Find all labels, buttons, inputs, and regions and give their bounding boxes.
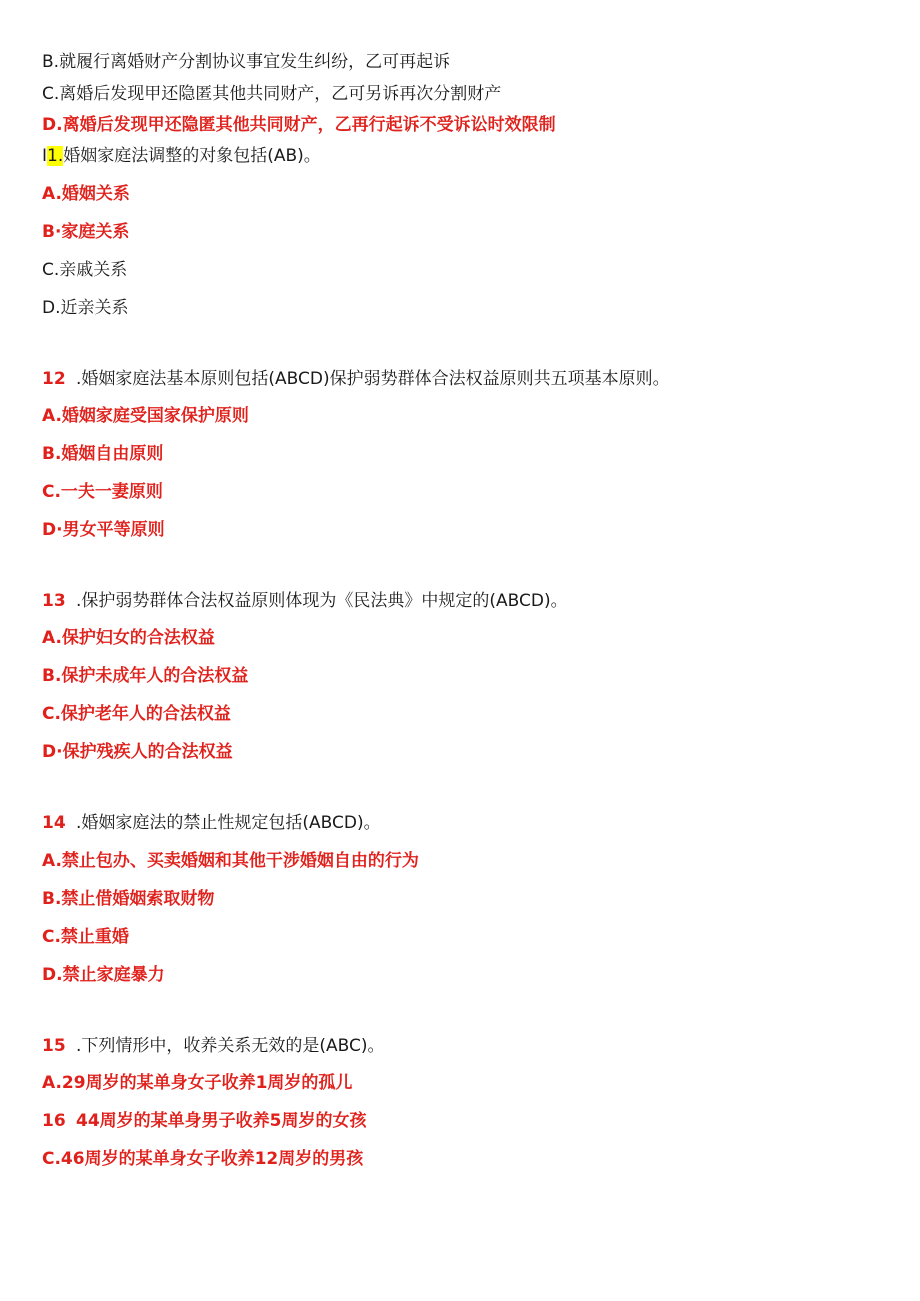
answer-line: A.29周岁的某单身女子收养1周岁的孤儿	[42, 1073, 353, 1093]
answer-line: D·保护残疾人的合法权益	[42, 742, 233, 762]
answer-line: B.保护未成年人的合法权益	[42, 666, 249, 686]
question-prefix: I	[42, 146, 48, 166]
answer-line: C.一夫一妻原则	[42, 482, 163, 502]
answer-line: B·家庭关系	[42, 222, 130, 242]
question-line	[42, 590, 568, 612]
question-text: .婚姻家庭法基本原则包括(ABCD)保护弱势群体合法权益原则共五项基本原则。	[76, 369, 670, 389]
option-line: B.就履行离婚财产分割协议事宜发生纠纷，乙可再起诉	[42, 52, 451, 72]
answer-line: C.保护老年人的合法权益	[42, 704, 231, 724]
answer-line: C.46周岁的某单身女子收养12周岁的男孩	[42, 1149, 364, 1169]
answer-line: C.禁止重婚	[42, 927, 129, 947]
answer-line: A.保护妇女的合法权益	[42, 628, 215, 648]
question-line	[42, 145, 321, 167]
answer-line: D.禁止家庭暴力	[42, 965, 165, 985]
question-text: .婚姻家庭法的禁止性规定包括(ABCD)。	[76, 813, 381, 833]
answer-line: D·男女平等原则	[42, 520, 165, 540]
answer-line: B.婚姻自由原则	[42, 444, 164, 464]
question-number: 16	[42, 1111, 66, 1131]
question-number: 15	[42, 1036, 66, 1056]
answer-text: 44周岁的某单身男子收养5周岁的女孩	[76, 1111, 367, 1131]
question-text: .下列情形中，收养关系无效的是(ABC)。	[76, 1036, 385, 1056]
answer-line: A.婚姻家庭受国家保护原则	[42, 406, 249, 426]
answer-line: A.禁止包办、买卖婚姻和其他干涉婚姻自由的行为	[42, 851, 419, 871]
question-number: 12	[42, 369, 66, 389]
question-line	[42, 1035, 385, 1057]
question-text: .保护弱势群体合法权益原则体现为《民法典》中规定的(ABCD)。	[76, 591, 568, 611]
question-text: 婚姻家庭法调整的对象包括(AB)。	[63, 146, 321, 166]
question-line	[42, 812, 381, 834]
answer-line: A.婚姻关系	[42, 184, 130, 204]
option-line: C.亲戚关系	[42, 260, 128, 280]
question-number: 13	[42, 591, 66, 611]
highlighted-number: 1.	[47, 146, 64, 166]
option-line: D.近亲关系	[42, 298, 129, 318]
question-line	[42, 368, 670, 390]
answer-line: B.禁止借婚姻索取财物	[42, 889, 215, 909]
answer-line: D.离婚后发现甲还隐匿其他共同财产，乙再行起诉不受诉讼时效限制	[42, 115, 556, 135]
question-number: 14	[42, 813, 66, 833]
option-line: C.离婚后发现甲还隐匿其他共同财产，乙可另诉再次分割财产	[42, 84, 502, 104]
answer-line	[42, 1110, 367, 1132]
